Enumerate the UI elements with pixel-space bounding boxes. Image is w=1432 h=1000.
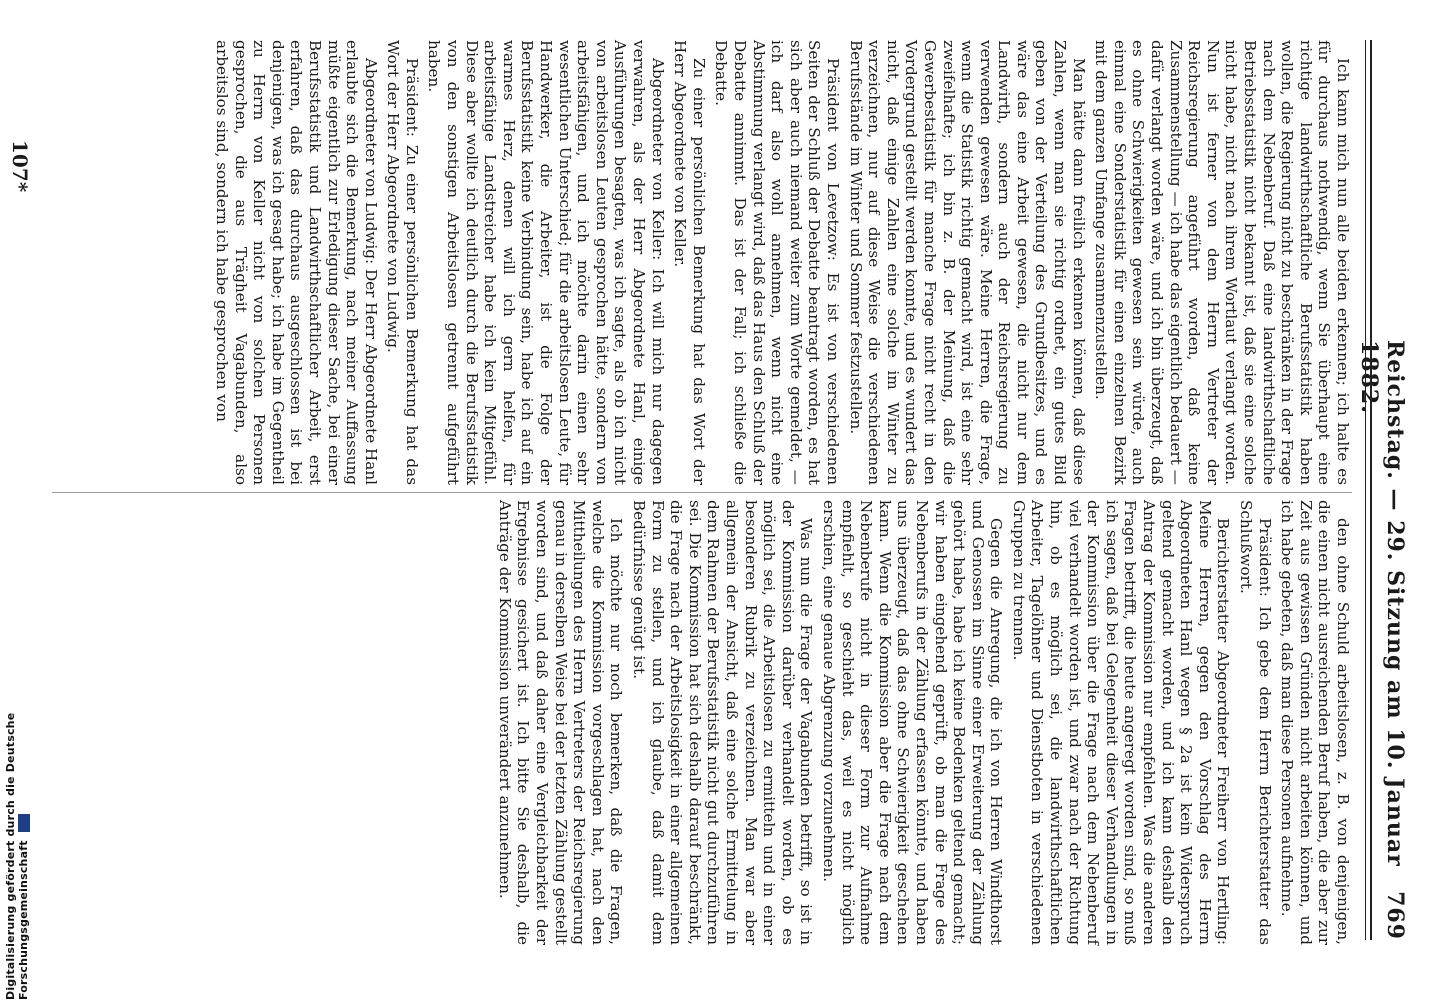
paragraph: Berichterstatter Abgeordneter Freiherr von Hertling: Meine Herren, gegen den Vorschlag des Herrn Abgeordneten Hanl wegen § 2a ist kein Widerspruch geltend gemacht worden, und ich kann deshalb den Antrag der Kommission nur empfehlen. Was die anderen Fragen betrifft, die heute angeregt worden sind, so muß ich sagen, daß bei Gelegenheit dieser Verhandlungen in der Kommission über die Frage nach dem Nebenberuf viel verhandelt worden ist, und zwar nach der Richtung hin, ob es möglich sei, die landwirthschaftlichen Arbeiter, Tagelöhner und Dienstboten in verschiedenen Gruppen zu trennen. [1009, 500, 1233, 945]
digitization-credit-text: Digitalisierung gefördert durch die Deutsche Forschungsgemeinschaft [4, 712, 30, 1000]
sheet-number: 107* [8, 140, 32, 193]
right-text-column [491, 500, 1352, 945]
header-title: Reichstag. — 29. Sitzung am 10. Januar 1882. [1356, 340, 1408, 867]
header-rule-thin [1365, 40, 1366, 940]
digitization-credit [4, 610, 30, 1000]
paragraph: Zu einer persönlichen Bemerkung hat das Wort der Herr Abgeordnete von Keller. [671, 40, 708, 485]
paragraph: Abgeordneter von Ludwig: Der Herr Abgeordnete Hanl erlaubte sich die Bemerkung, nach meiner Auffassung müßte eigentlich zur Erledigung dieser Sache, bei einer Berufsstatistik und Landwirthschaftlicher Arbeit, erst erfahren, daß das durchaus ausgeschlossen ist bei denjenigen, was ich gesagt habe; ich habe im Gegentheil zu Herrn von Keller nicht von solchen Personen gesprochen, die aus Trägheit Vagabunden, also arbeitslos sind, sondern ich habe gesprochen von [212, 40, 380, 485]
paragraph: Präsident von Levetzow: Es ist von verschiedenen Seiten der Schluß der Debatte beantragt worden, es hat sich aber auch niemand weiter zum Worte gemeldet, — ich darf also wohl annehmen, wenn nicht eine Abstimmung verlangt wird, daß das Haus den Schluß der Debatte annimmt. Das ist der Fall; ich schließe die Debatte. [712, 40, 842, 485]
column-divider [52, 492, 1352, 493]
left-text-column [208, 40, 1352, 485]
paragraph: Ich kann mich nun alle beiden erkennen; ich halte es für durchaus nothwendig, wenn Sie überhaupt eine richtige landwirthschaftliche Berufsstatistik haben wollen, die Regierung nicht zu beschränken in der Frage nach dem Nebenberuf. Daß eine landwirthschaftliche Betriebsstatistik nicht bekannt ist, daß sie eine solche nicht habe, nicht nach ihrem Wortlaut verlangt worden. Nun ist ferner von dem Herrn Vertreter der Reichsregierung angeführt worden, daß keine Zusammenstellung — ich habe das eigentlich bedauert — dafür verlangt worden wäre, und ich bin überzeugt, daß es ohne Schwierigkeiten gewesen sein würde, auch einmal eine Sonderstatistik für einen einzelnen Bezirk mit dem ganzen Umfange zusammenzustellen. [1092, 40, 1352, 485]
paragraph: Man hätte dann freilich erkennen können, daß diese Zahlen, wenn man sie richtig ordnet, ein gutes Bild geben von der Verteilung des Grundbesitzes, und es wäre das eine Arbeit gewesen, die nicht nur dem Landwirth, sondern auch der Reichsregierung zu verwenden gewesen wäre. Meine Herren, die Frage, wenn die Statistik richtig gemacht wird, ist eine sehr zweifelhafte; ich bin z. B. der Meinung, daß die Gewerbestatistik für manche Frage nicht recht in den Vordergrund gestellt werden konnte, und es wundert das nicht, daß einige Zahlen eine solche im Winter zu verzeichnen, nur auf diese Weise die verschiedenen Berufsstände im Winter und Sommer festzustellen. [846, 40, 1088, 485]
paragraph: Abgeordneter von Keller: Ich will mich nur dagegen verwahren, als der Herr Abgeordnete Hanl, einige Ausführungen besagten, was ich sagte, als ob ich nicht von arbeitslosen Leuten gesprochen hätte, sondern von arbeitsfähigen, und ich möchte darin einen sehr wesentlichen Unterschied; für die arbeitslosen Leute, für Handwerker, die Arbeiter, ist die Folge der Berufsstatistik keine Verbindung sein, habe ich auf ein warmes Herz, denen will ich gern helfen, für arbeitsfähige Landstreicher habe ich kein Mitgefühl. Diese aber wollte ich deutlich durch die Berufsstatistik von den sonstigen Arbeitslosen getrennt aufgeführt haben. [425, 40, 667, 485]
header-rule [1370, 40, 1372, 940]
paragraph: den ohne Schuld arbeitslosen, z. B. von denjenigen, die einen nicht ausreichenden Beruf haben, die aber zur Zeit aus gewissen Gründen nicht arbeiten können, und ich habe gebeten, daß man diese Personen aufnehme. [1278, 500, 1352, 945]
paragraph: Präsident: Zu einer persönlichen Bemerkung hat das Wort der Herr Abgeordnete von Ludwig. [384, 40, 421, 485]
paragraph: Was nun die Frage der Vagabunden betrifft, so ist in der Kommission darüber verhandelt worden, ob es möglich sei, die Arbeitslosen zu ermitteln und in einer besonderen Rubrik zu verzeichnen. Man war aber allgemein der Ansicht, daß eine solche Ermittelung in dem Rahmen der Berufsstatistik nicht gut durchzuführen sei. Die Kommission hat sich deshalb darauf beschränkt, die Frage nach der Arbeitslosigkeit in einer allgemeinen Form zu stellen, und ich glaube, daß damit dem Bedürfnisse genügt ist. [630, 500, 816, 945]
page-number: 769 [1382, 891, 1408, 940]
paragraph: Gegen die Anregung, die ich von Herren Windthorst und Genossen im Sinne einer Erweiterung der Zählung gehört habe, habe ich keine Bedenken geltend gemacht; wir haben eingehend geprüft, ob man die Frage des Nebenberufs in der Zählung erfassen könnte, und haben uns überzeugt, daß das ohne Schwierigkeit geschehen kann. Wenn die Kommission aber die Frage nach dem Nebenberufe nicht in dieser Form zur Aufnahme empfiehlt, so geschieht das, weil es nicht möglich erschien, eine genaue Abgrenzung vorzunehmen. [819, 500, 1006, 945]
page-header [1356, 40, 1410, 940]
dfg-logo-icon [18, 814, 30, 832]
paragraph: Ich möchte nur noch bemerken, daß die Fragen, welche die Kommission vorgeschlagen hat, nach den Mittheilungen des Herrn Vertreters der Reichsregierung genau in derselben Weise bei der letzten Zählung gestellt worden sind, und daß daher eine Vergleichbarkeit der Ergebnisse gesichert ist. Ich bitte Sie deshalb, die Anträge der Kommission unverändert anzunehmen. [495, 500, 626, 945]
paragraph: Präsident: Ich gebe dem Herrn Berichterstatter das Schlußwort. [1237, 500, 1274, 945]
